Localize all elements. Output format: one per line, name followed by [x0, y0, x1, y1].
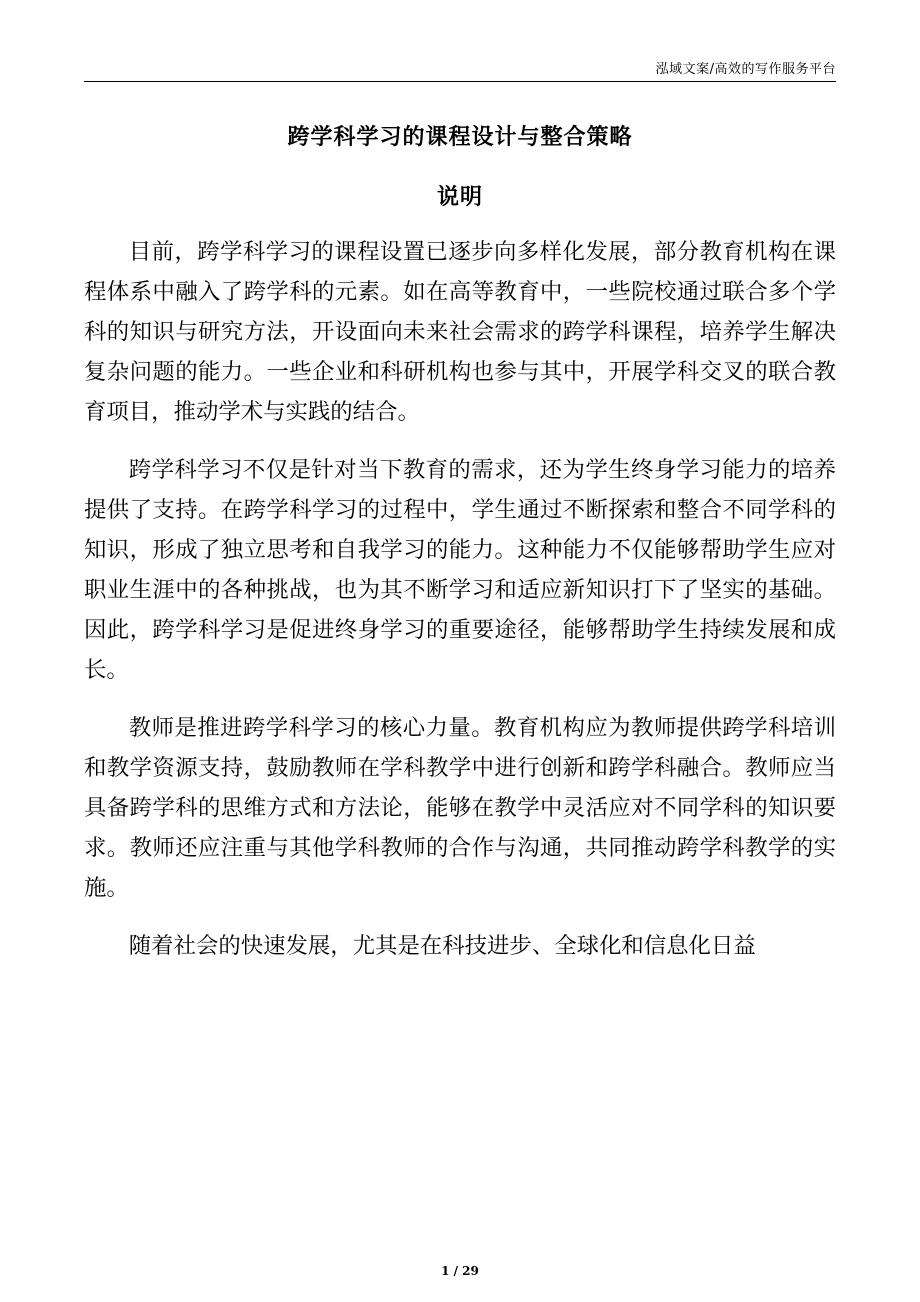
body-paragraph: 随着社会的快速发展，尤其是在科技进步、全球化和信息化日益 [128, 933, 756, 959]
header-divider [84, 81, 836, 82]
body-paragraph: 目前，跨学科学习的课程设置已逐步向多样化发展，部分教育机构在课程体系中融入了跨学科的元素。如在高等教育中，一些院校通过联合多个学科的知识与研究方法，开设面向未来社会需求的跨学科课程，培养学生解决复杂问题的能力。一些企业和科研机构也参与其中，开展学科交叉的联合教育项目，推动学术与实践的结合。 [84, 239, 836, 425]
body-paragraph: 跨学科学习不仅是针对当下教育的需求，还为学生终身学习能力的培养提供了支持。在跨学科学习的过程中，学生通过不断探索和整合不同学科的知识，形成了独立思考和自我学习的能力。这种能力不仅能够帮助学生应对职业生涯中的各种挑战，也为其不断学习和适应新知识打下了坚实的基础。因此，跨学科学习是促进终身学习的重要途径，能够帮助学生持续发展和成长。 [84, 457, 836, 683]
document-body [84, 232, 836, 984]
document-title: 跨学科学习的课程设计与整合策略 [287, 125, 633, 150]
section-heading: 说明 [436, 185, 483, 210]
header-brand-text: 泓域文案/高效的写作服务平台 [655, 62, 836, 77]
body-paragraph: 教师是推进跨学科学习的核心力量。教育机构应为教师提供跨学科培训和教学资源支持，鼓励教师在学科教学中进行创新和跨学科融合。教师应当具备跨学科的思维方式和方法论，能够在教学中灵活应对不同学科的知识要求。教师还应注重与其他学科教师的合作与沟通，共同推动跨学科教学的实施。 [84, 715, 836, 901]
page-number: 1 / 29 [441, 1264, 479, 1278]
